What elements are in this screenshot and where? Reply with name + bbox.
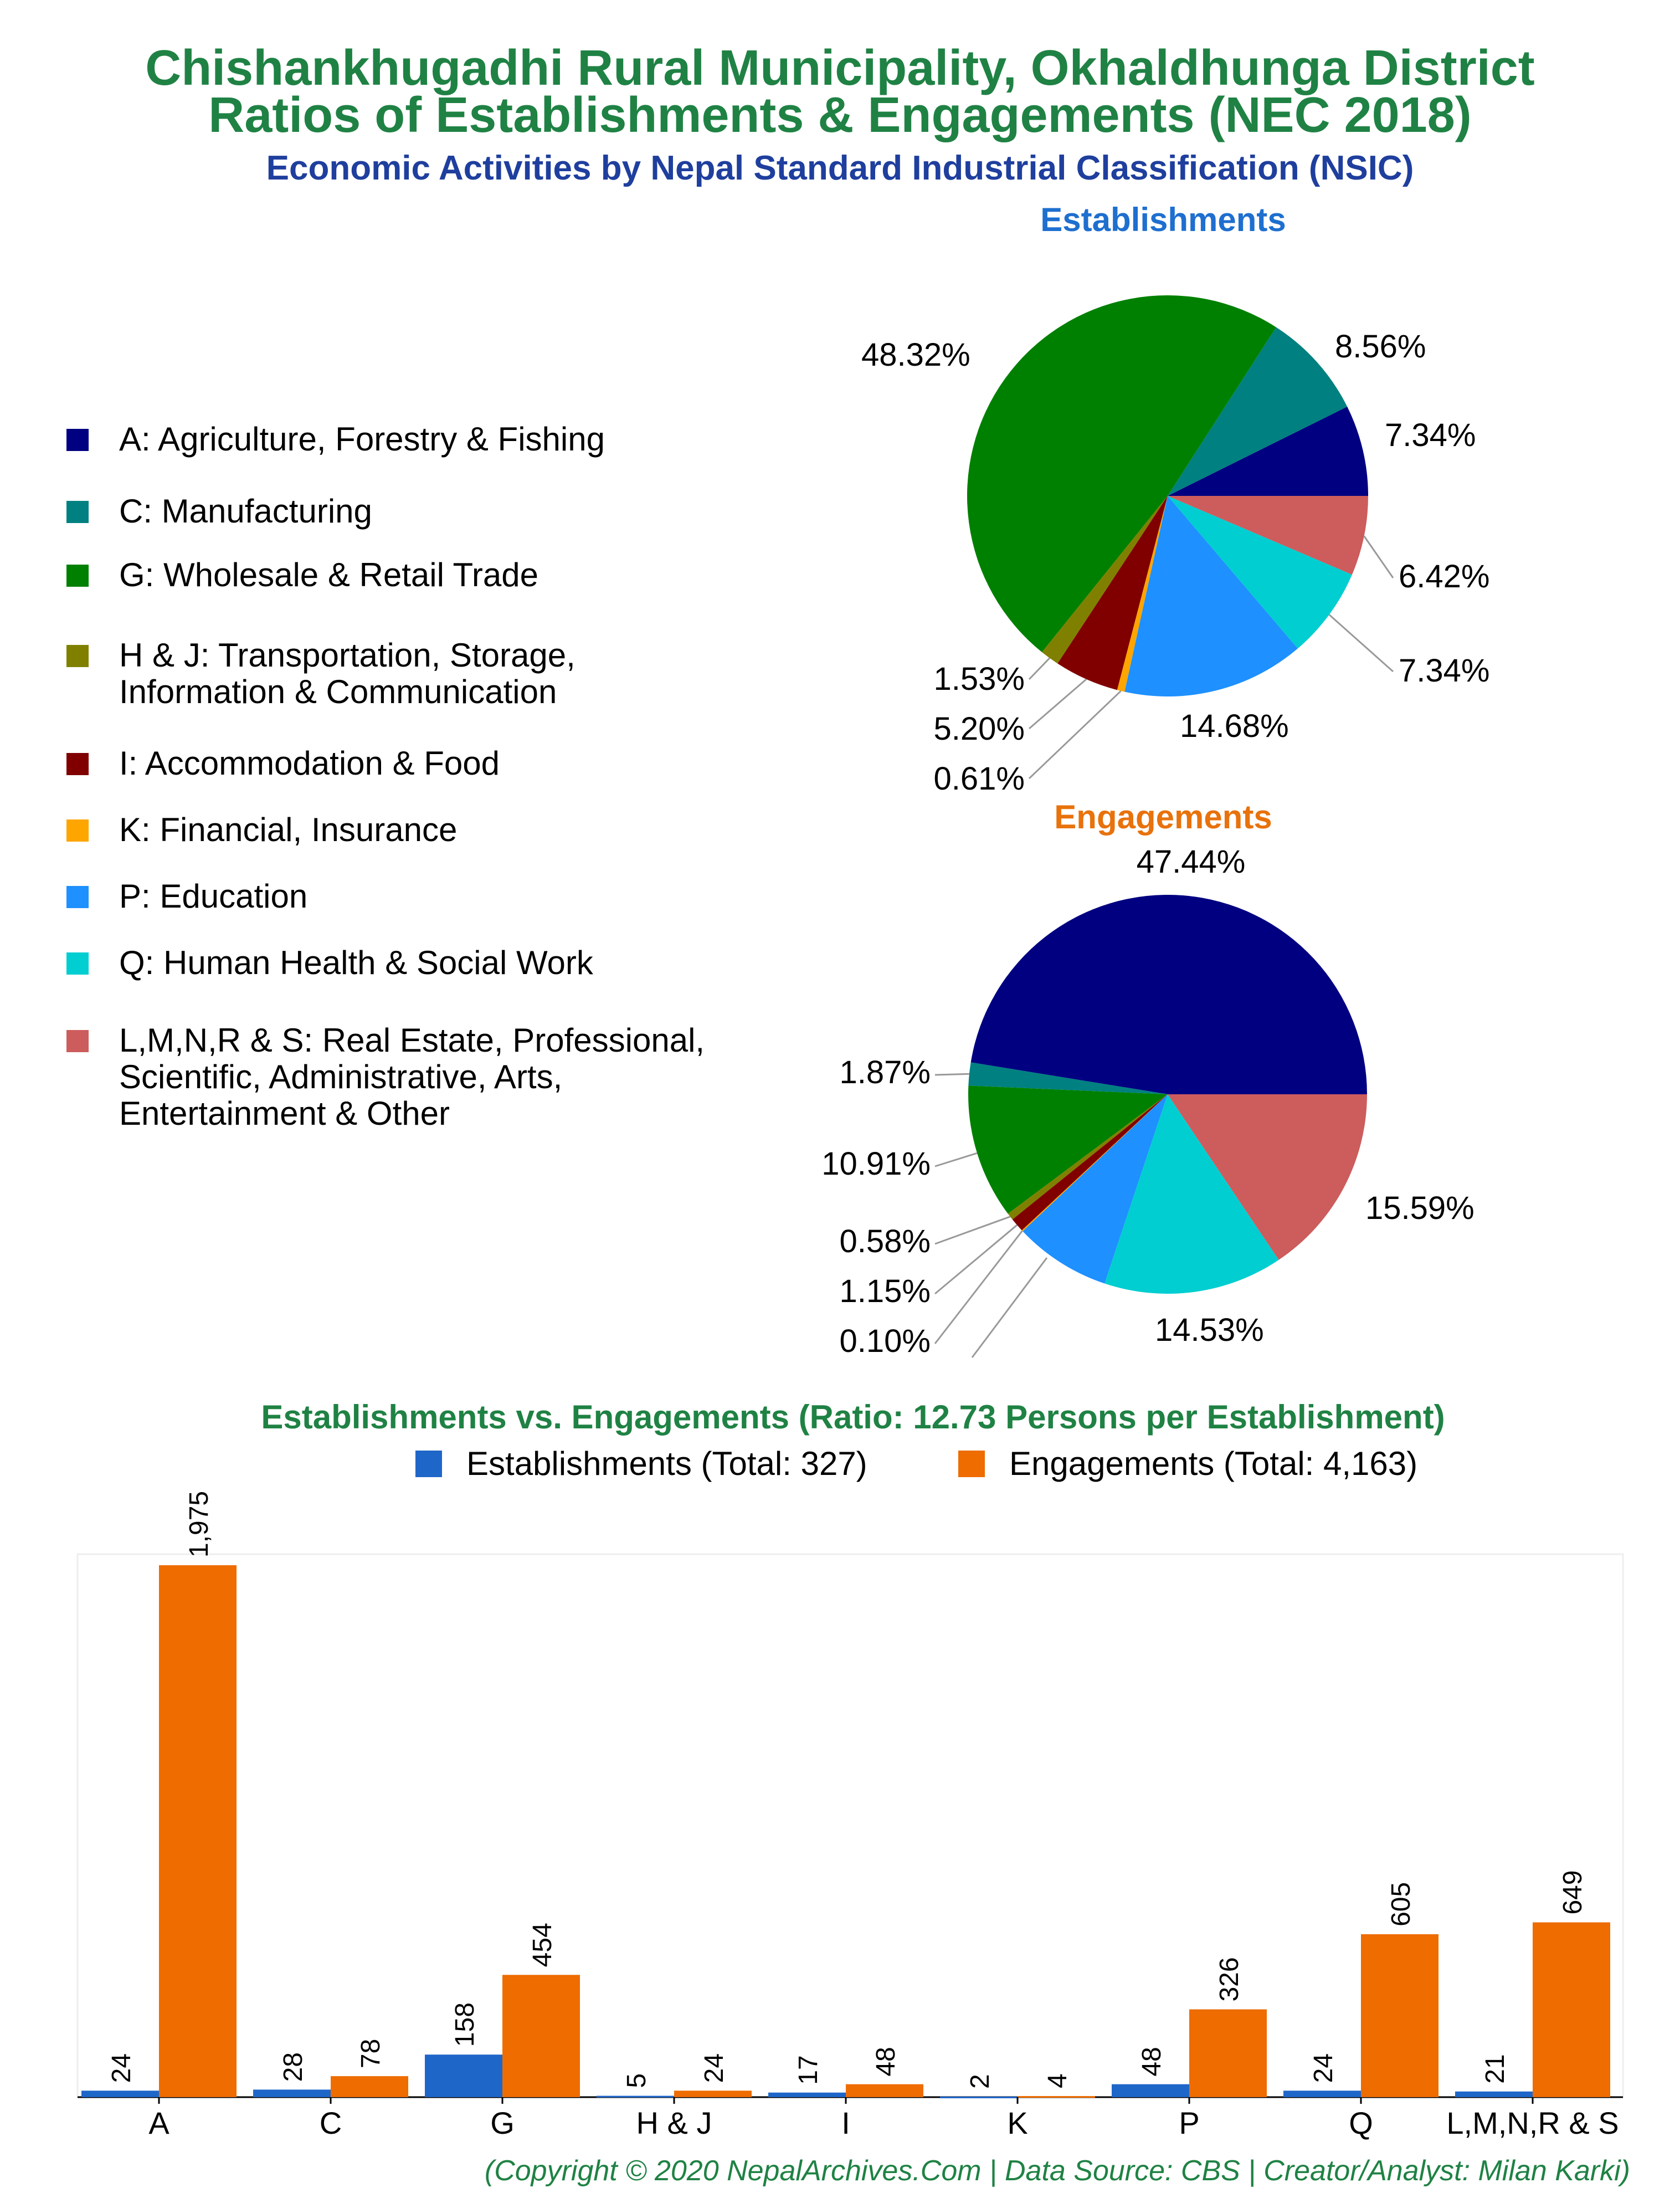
- pie-slice-label: 6.42%: [1399, 559, 1490, 595]
- legend-label: P: Education: [119, 878, 308, 915]
- pie-slice-label: 5.20%: [933, 711, 1025, 747]
- bar-value-label: 649: [1558, 1870, 1587, 1915]
- bar-value-label: 48: [871, 2047, 901, 2077]
- pie-slice-label: 14.68%: [1180, 708, 1289, 744]
- pie-slice-label: 7.34%: [1399, 653, 1490, 689]
- x-tick-label: A: [148, 2105, 169, 2140]
- bar-legend-swatch: [958, 1451, 985, 1477]
- bar-value-label: 605: [1386, 1882, 1416, 1926]
- x-tick-label: K: [1007, 2105, 1028, 2140]
- bar-value-label: 454: [528, 1923, 557, 1967]
- legend-label: L,M,N,R & S: Real Estate, Professional, Scientific, Administrative, Arts, Entertainment & Other: [119, 1022, 705, 1132]
- bar-value-label: 24: [1309, 2053, 1338, 2083]
- establishments-pie-title: Establishments: [1040, 201, 1286, 238]
- pie-slice-label: 48.32%: [861, 337, 970, 373]
- pie-slice-label: 1.15%: [839, 1273, 931, 1309]
- bar-value-label: 326: [1215, 1957, 1244, 2002]
- legend-label: K: Financial, Insurance: [119, 811, 458, 848]
- pie-slice-label: 47.44%: [1136, 844, 1246, 880]
- bar-engagements: [502, 1975, 580, 2097]
- pie-slice-label: 7.34%: [1385, 417, 1476, 453]
- bar-establishments: [940, 2097, 1018, 2098]
- bar-engagements: [1533, 1923, 1610, 2097]
- bar-value-label: 48: [1137, 2047, 1167, 2077]
- pie-slice-label: 0.61%: [933, 761, 1025, 797]
- title-line-1: Chishankhugadhi Rural Municipality, Okhaldhunga District: [145, 40, 1535, 96]
- legend-label: Q: Human Health & Social Work: [119, 944, 593, 981]
- bar-value-label: 28: [279, 2052, 308, 2082]
- bar-engagements: [674, 2090, 752, 2097]
- bar-establishments: [81, 2090, 159, 2097]
- bar-value-label: 24: [107, 2053, 136, 2083]
- x-tick-label: G: [490, 2105, 515, 2140]
- bar-establishments: [768, 2093, 846, 2097]
- bar-legend-swatch: [415, 1451, 442, 1477]
- legend-label: C: Manufacturing: [119, 493, 372, 530]
- bar-engagements: [1361, 1934, 1438, 2097]
- x-tick-label: C: [319, 2105, 342, 2140]
- pie-slice-label: 1.87%: [839, 1054, 931, 1090]
- pie-slice-label: 8.56%: [1335, 329, 1426, 365]
- legend-label: H & J: Transportation, Storage, Information & Communication: [119, 637, 576, 710]
- legend-label: G: Wholesale & Retail Trade: [119, 556, 539, 593]
- legend-label: I: Accommodation & Food: [119, 745, 500, 782]
- bar-value-label: 24: [700, 2053, 729, 2083]
- bar-value-label: 5: [622, 2073, 651, 2088]
- x-tick-label: I: [841, 2105, 850, 2140]
- bar-legend-label: Engagements (Total: 4,163): [1009, 1445, 1418, 1482]
- footer-credit: (Copyright © 2020 NepalArchives.Com | Data Source: CBS | Creator/Analyst: Milan Karki): [484, 2155, 1630, 2187]
- bar-value-label: 78: [356, 2038, 386, 2069]
- bar-value-label: 17: [794, 2055, 823, 2085]
- bar-value-label: 4: [1043, 2073, 1072, 2089]
- bar-value-label: 2: [965, 2074, 995, 2089]
- bar-establishments: [597, 2096, 674, 2098]
- pie-slice-label: 14.53%: [1155, 1312, 1264, 1348]
- bar-establishments: [253, 2089, 331, 2097]
- bar-engagements: [1018, 2096, 1095, 2098]
- pie-slice-label: 0.10%: [839, 1323, 931, 1359]
- bar-engagements: [159, 1565, 237, 2097]
- pie-slice-label: 10.91%: [821, 1146, 931, 1182]
- x-tick-label: P: [1179, 2105, 1200, 2140]
- subtitle: Economic Activities by Nepal Standard Industrial Classification (NSIC): [266, 149, 1414, 187]
- engagements-pie-title: Engagements: [1054, 798, 1272, 836]
- bar-establishments: [1283, 2090, 1361, 2097]
- bar-engagements: [331, 2076, 408, 2097]
- title-line-2: Ratios of Establishments & Engagements (NEC 2018): [208, 88, 1472, 143]
- bar-engagements: [1189, 2010, 1267, 2097]
- bar-value-label: 158: [450, 2002, 480, 2047]
- pie-slice-label: 15.59%: [1365, 1190, 1475, 1226]
- x-tick-label: L,M,N,R & S: [1446, 2105, 1619, 2140]
- bar-chart-title: Establishments vs. Engagements (Ratio: 12.73 Persons per Establishment): [261, 1398, 1445, 1436]
- bar-value-label: 1,975: [184, 1490, 214, 1557]
- bar-legend-label: Establishments (Total: 327): [466, 1445, 867, 1482]
- bar-value-label: 21: [1481, 2054, 1510, 2084]
- x-tick-label: Q: [1349, 2105, 1373, 2140]
- x-tick-label: H & J: [636, 2105, 712, 2140]
- legend-label: A: Agriculture, Forestry & Fishing: [119, 421, 605, 458]
- bar-establishments: [1455, 2092, 1533, 2097]
- bar-establishments: [1112, 2084, 1189, 2097]
- bar-establishments: [425, 2054, 502, 2097]
- pie-slice-label: 1.53%: [933, 661, 1025, 697]
- pie-slice-label: 0.58%: [839, 1223, 931, 1259]
- bar-engagements: [846, 2084, 923, 2097]
